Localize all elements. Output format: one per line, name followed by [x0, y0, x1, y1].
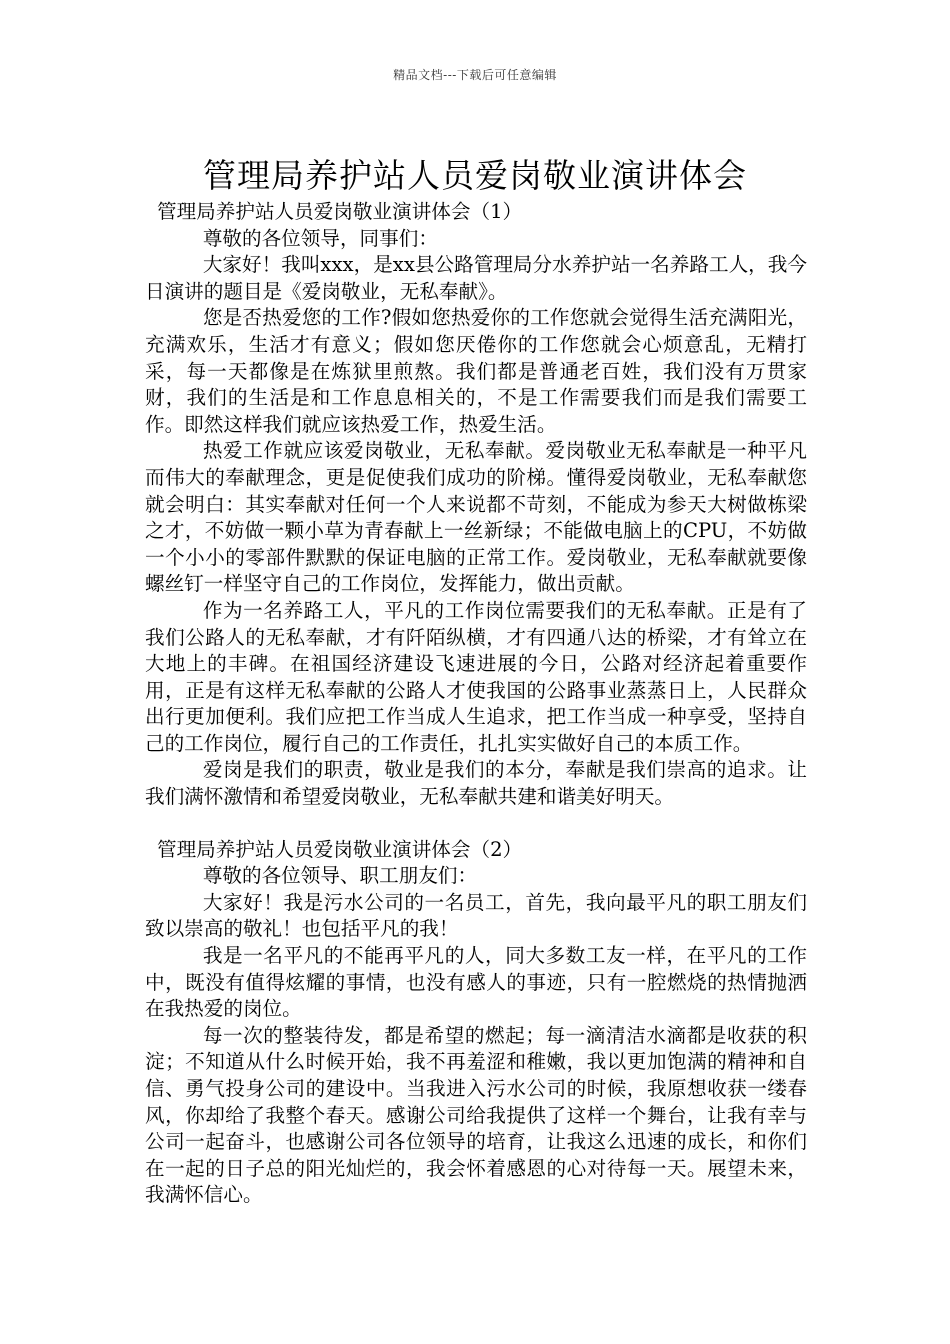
section-title: 管理局养护站人员爱岗敬业演讲体会（1）	[157, 200, 523, 223]
header-note: 精品文档---下载后可任意编辑	[393, 68, 557, 82]
document-title: 管理局养护站人员爱岗敬业演讲体会	[203, 156, 747, 196]
paragraph: 我是一名平凡的不能再平凡的人，同大多数工友一样，在平凡的工作中，既没有值得炫耀的事情，也没有感人的事迹，只有一腔燃烧的热情抛洒在我热爱的岗位。	[145, 944, 807, 1021]
paragraph: 每一次的整装待发，都是希望的燃起；每一滴清洁水滴都是收获的积淀；不知道从什么时候开始，我不再羞涩和稚嫩，我以更加饱满的精神和自信、勇气投身公司的建设中。当我进入污水公司的时候，我原想收获一缕春风，你却给了我整个春天。感谢公司给我提供了这样一个舞台，让我有幸与公司一起奋斗，也感谢公司各位领导的培育，让我这么迅速的成长，和你们在一起的日子总的阳光灿烂的，我会怀着感恩的心对待每一天。展望未来，我满怀信心。	[145, 1023, 807, 1207]
section-2	[145, 837, 807, 1209]
paragraph: 作为一名养路工人，平凡的工作岗位需要我们的无私奉献。正是有了我们公路人的无私奉献，才有阡陌纵横，才有四通八达的桥梁，才有耸立在大地上的丰碑。在祖国经济建设飞速进展的今日，公路对经济起着重要作用，正是有这样无私奉献的公路人才使我国的公路事业蒸蒸日上，人民群众出行更加便利。我们应把工作当成人生追求，把工作当成一种享受，坚持自己的工作岗位，履行自己的工作责任，扎扎实实做好自己的本质工作。	[145, 598, 807, 755]
paragraph: 您是否热爱您的工作?假如您热爱你的工作您就会觉得生活充满阳光，充满欢乐，生活才有意义；假如您厌倦你的工作您就会心烦意乱，无精打采，每一天都像是在炼狱里煎熬。我们都是普通老百姓，我们没有万贯家财，我们的生活是和工作息息相关的，不是工作需要我们而是我们需要工作。即然这样我们就应该热爱工作，热爱生活。	[145, 306, 807, 436]
section-1	[145, 199, 807, 811]
salutation: 尊敬的各位领导，同事们：	[202, 226, 438, 250]
document-body	[145, 199, 807, 1209]
paragraph: 大家好！我叫xxx，是xx县公路管理局分水养护站一名养路工人，我今日演讲的题目是《爱岗敬业，无私奉献》。	[145, 253, 807, 303]
paragraph: 爱岗是我们的职责，敬业是我们的本分，奉献是我们崇高的追求。让我们满怀激情和希望爱岗敬业，无私奉献共建和谐美好明天。	[145, 758, 807, 809]
paragraph: 大家好！我是污水公司的一名员工，首先，我向最平凡的职工朋友们致以崇高的敬礼！也包括平凡的我！	[145, 890, 807, 941]
salutation: 尊敬的各位领导、职工朋友们：	[202, 864, 478, 888]
section-title: 管理局养护站人员爱岗敬业演讲体会（2）	[157, 837, 523, 861]
paragraph: 热爱工作就应该爱岗敬业，无私奉献。爱岗敬业无私奉献是一种平凡而伟大的奉献理念，更是促使我们成功的阶梯。懂得爱岗敬业，无私奉献您就会明白：其实奉献对任何一个人来说都不苛刻，不能成为参天大树做栋梁之才，不妨做一颗小草为青春献上一丝新绿；不能做电脑上的CPU，不妨做一个小小的零部件默默的保证电脑的正常工作。爱岗敬业，无私奉献就要像螺丝钉一样坚守自己的工作岗位，发挥能力，做出贡献。	[145, 439, 807, 596]
